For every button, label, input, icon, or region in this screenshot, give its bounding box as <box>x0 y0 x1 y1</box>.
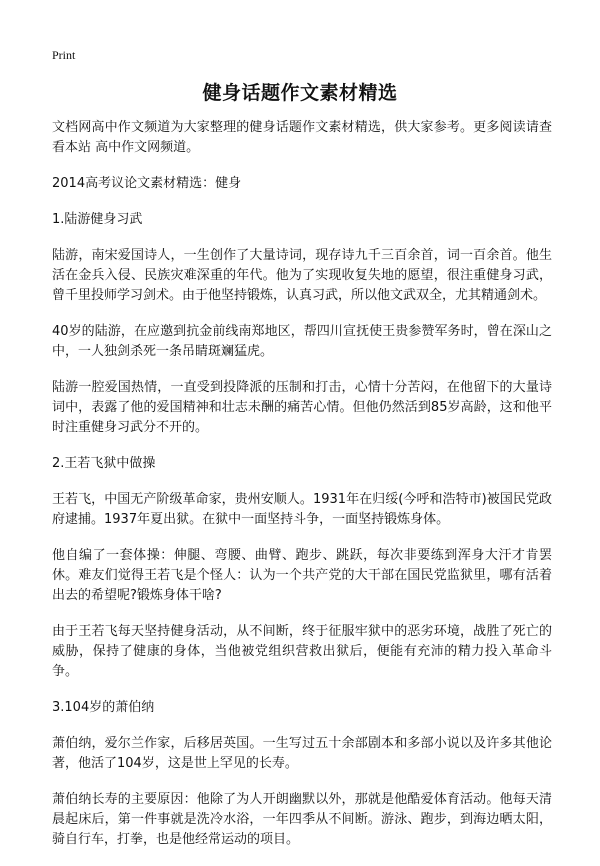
paragraph: 陆游一腔爱国热情，一直受到投降派的压制和打击，心情十分苦闷，在他留下的大量诗词中，表露了他的爱国精神和壮志未酬的痛苦心情。但他仍然活到85岁高龄，这和他平时注重健身习武分不开的。 <box>52 380 552 435</box>
paragraph: 萧伯纳，爱尔兰作家，后移居英国。一生写过五十余部剧本和多部小说以及许多其他论著，他活了104岁，这是世上罕见的长寿。 <box>52 736 552 771</box>
print-link[interactable]: Print <box>52 48 76 62</box>
intro-paragraph: 文档网高中作文频道为大家整理的健身话题作文素材精选，供大家参考。更多阅读请查看本站 高中作文网频道。 <box>52 120 552 155</box>
page-title: 健身话题作文素材精选 <box>202 82 398 104</box>
paragraph: 由于王若飞每天坚持健身活动，从不间断，终于征服牢狱中的恶劣环境，战胜了死亡的威胁，保持了健康的身体，当他被党组织营救出狱后，便能有充沛的精力投入革命斗争。 <box>52 624 552 679</box>
subheading-shaw: 3.104岁的萧伯纳 <box>52 700 155 715</box>
paragraph: 40岁的陆游，在应邀到抗金前线南郑地区，帮四川宣抚使王贵参赞军务时，曾在深山之中，一人独剑杀死一条吊睛斑斓猛虎。 <box>52 324 552 359</box>
subheading-wang-ruofei: 2.王若飞狱中做操 <box>52 456 156 471</box>
subheading-lu-you: 1.陆游健身习武 <box>52 212 143 227</box>
paragraph: 陆游，南宋爱国诗人，一生创作了大量诗词，现存诗九千三百余首，词一百余首。他生活在金兵入侵、民族灾难深重的年代。他为了实现收复失地的愿望，很注重健身习武，曾千里投师学习剑术。由于他坚持锻炼，认真习武，所以他文武双全，尤其精通剑术。 <box>52 248 552 303</box>
article-body <box>52 118 552 866</box>
paragraph: 萧伯纳长寿的主要原因：他除了为人开朗幽默以外，那就是他酷爱体育活动。他每天清晨起床后，第一件事就是洗冷水浴，一年四季从不间断。游泳、跑步，到海边晒太阳，骑自行车，打拳，也是他经常运动的项目。 <box>52 792 552 847</box>
paragraph: 王若飞，中国无产阶级革命家，贵州安顺人。1931年在归绥(今呼和浩特市)被国民党政府逮捕。1937年夏出狱。在狱中一面坚持斗争，一面坚持锻炼身体。 <box>52 492 552 527</box>
section-heading: 2014高考议论文素材精选：健身 <box>52 176 242 191</box>
paragraph: 他自编了一套体操：伸腿、弯腰、曲臂、跑步、跳跃，每次非要练到浑身大汗才肯罢休。难友们觉得王若飞是个怪人：认为一个共产党的大干部在国民党监狱里，哪有活着出去的希望呢?锻炼身体干啥? <box>52 548 552 603</box>
